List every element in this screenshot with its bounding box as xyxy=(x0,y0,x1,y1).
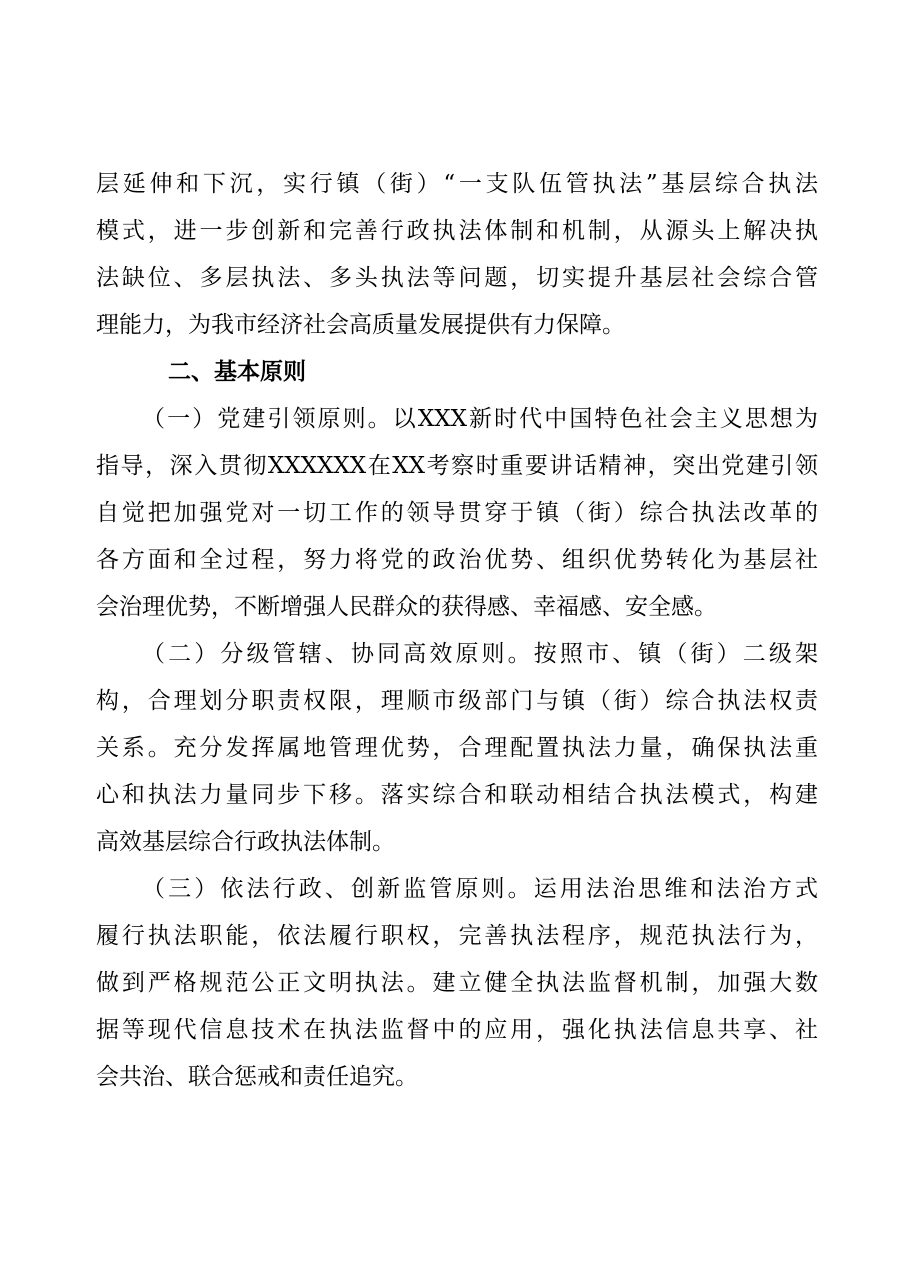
paragraph-line: 关系。充分发挥属地管理优势，合理配置执法力量，确保执法重 xyxy=(96,735,818,761)
paragraph-line: 层延伸和下沉，实行镇（街）“一支队伍管执法”基层综合执法 xyxy=(96,171,818,197)
paragraph-line: 做到严格规范公正文明执法。建立健全执法监督机制，加强大数 xyxy=(96,970,818,996)
paragraph-line: 理能力，为我市经济社会高质量发展提供有力保障。 xyxy=(96,312,625,338)
paragraph-line: 会治理优势，不断增强人民群众的获得感、幸福感、安全感。 xyxy=(96,594,717,620)
paragraph-line: 法缺位、多层执法、多头执法等问题，切实提升基层社会综合管 xyxy=(96,265,818,291)
paragraph-line: 指导，深入贯彻XXXXXX在XX考察时重要讲话精神，突出党建引领 xyxy=(96,453,818,479)
paragraph-line: 模式，进一步创新和完善行政执法体制和机制，从源头上解决执 xyxy=(96,218,818,244)
paragraph-line: 履行执法职能，依法履行职权，完善执法程序，规范执法行为， xyxy=(96,923,818,949)
paragraph-line: 构，合理划分职责权限，理顺市级部门与镇（街）综合执法权责 xyxy=(96,688,818,714)
paragraph-line: 自觉把加强党对一切工作的领导贯穿于镇（街）综合执法改革的 xyxy=(96,500,818,526)
section-heading: 二、基本原则 xyxy=(168,359,306,385)
paragraph-line: 高效基层综合行政执法体制。 xyxy=(96,829,395,855)
paragraph-line: 心和执法力量同步下移。落实综合和联动相结合执法模式，构建 xyxy=(96,782,818,808)
paragraph-line: 会共治、联合惩戒和责任追究。 xyxy=(96,1064,418,1090)
paragraph-line: 据等现代信息技术在执法监督中的应用，强化执法信息共享、社 xyxy=(96,1017,818,1043)
paragraph-line: （二）分级管辖、协同高效原则。按照市、镇（街）二级架 xyxy=(142,641,818,667)
paragraph-line: （一）党建引领原则。以XXX新时代中国特色社会主义思想为 xyxy=(142,406,818,432)
paragraph-line: 各方面和全过程，努力将党的政治优势、组织优势转化为基层社 xyxy=(96,547,818,573)
paragraph-line: （三）依法行政、创新监管原则。运用法治思维和法治方式 xyxy=(142,876,818,902)
document-body xyxy=(96,161,818,1101)
